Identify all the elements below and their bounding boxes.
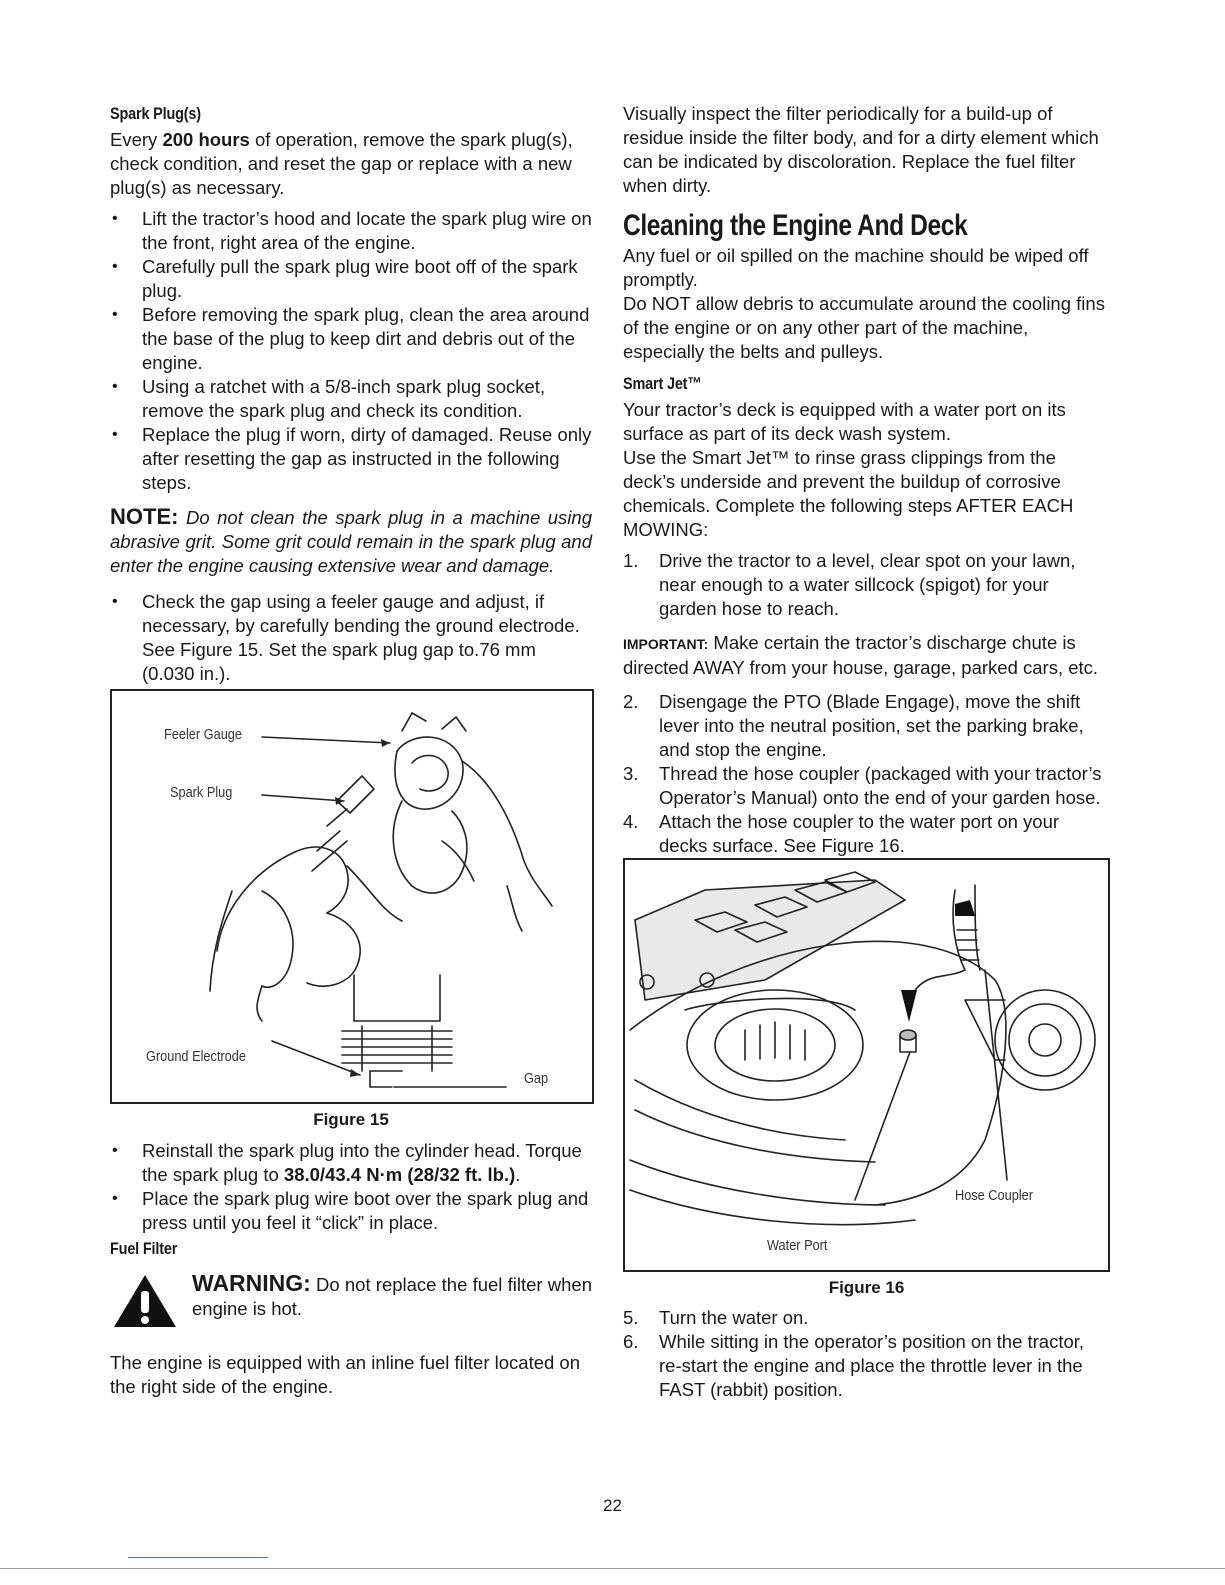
deck-wash-steps-3: [623, 1306, 1110, 1402]
list-item: • Reinstall the spark plug into the cylinder head. Torque the spark plug to 38.0/43.4 N·m (28/32 ft. lb.).: [110, 1139, 592, 1187]
reinstall-steps: [110, 1139, 592, 1235]
spark-plug-steps: [110, 207, 592, 495]
smart-jet-use-text: Use the Smart Jet™ to rinse grass clippings from the deck’s underside and prevent the buildup of corrosive chemicals. Complete the following steps AFTER EACH MOWING:: [623, 447, 1074, 540]
list-item: 2. Disengage the PTO (Blade Engage), move the shift lever into the neutral position, set the parking brake, and stop the engine.: [623, 691, 1084, 760]
list-item: • Place the spark plug wire boot over the spark plug and press until you feel it “click” in place.: [110, 1187, 592, 1235]
page-number: 22: [603, 1496, 622, 1515]
important-label: IMPORTANT:: [623, 636, 709, 652]
interval-hours: 200 hours: [162, 129, 250, 150]
warning-label: WARNING:: [192, 1270, 311, 1296]
left-column: [110, 102, 592, 1399]
hose-coupler-label: Hose Coupler: [955, 1187, 1033, 1204]
list-item: 4. Attach the hose coupler to the water port on your decks surface. See Figure 16.: [623, 811, 1060, 856]
smart-jet-heading: Smart Jet™: [623, 374, 702, 393]
spark-plug-heading: Spark Plug(s): [110, 104, 201, 123]
deck-wash-steps-2: [623, 690, 1110, 858]
spark-plug-intro: Every 200 hours of operation, remove the spark plug(s), check condition, and reset the gap or replace with a new plug(s) as necessary.: [110, 129, 573, 198]
list-item: 5. Turn the water on.: [623, 1307, 809, 1328]
debris-text: Do NOT allow debris to accumulate around the cooling fins of the engine or on any other part of the machine, especially the belts and pulleys.: [623, 293, 1105, 362]
warning-triangle-icon: [110, 1271, 180, 1337]
inspect-filter-text: Visually inspect the filter periodically for a build-up of residue inside the filter body, and for a dirty element which can be indicated by discoloration. Replace the fuel filter when dirty.: [623, 103, 1099, 196]
list-item: 3. Thread the hose coupler (packaged with your tractor’s Operator’s Manual) onto the end of your garden hose.: [623, 763, 1102, 808]
list-item: • Using a ratchet with a 5/8-inch spark plug socket, remove the spark plug and check its condition.: [110, 375, 592, 423]
warning-text: WARNING: Do not replace the fuel filter when engine is hot.: [192, 1270, 592, 1319]
list-item: 1. Drive the tractor to a level, clear spot on your lawn, near enough to a water sillcock (spigot) for your garden hose to reach.: [623, 550, 1076, 619]
fuel-filter-heading: Fuel Filter: [110, 1239, 178, 1258]
list-item: 6. While sitting in the operator’s position on the tractor, re-start the engine and place the throttle lever in the FAST (rabbit) position.: [623, 1331, 1085, 1400]
cleaning-heading: Cleaning the Engine And Deck: [623, 209, 968, 242]
gap-label: Gap: [524, 1070, 549, 1087]
deck-wash-steps-1: [623, 549, 1110, 621]
right-column: [623, 102, 1110, 1402]
list-item: • Replace the plug if worn, dirty of damaged. Reuse only after resetting the gap as instructed in the following steps.: [110, 423, 592, 495]
water-port-label: Water Port: [767, 1237, 828, 1254]
fuel-filter-text: The engine is equipped with an inline fuel filter located on the right side of the engine.: [110, 1352, 581, 1397]
footer-divider: [128, 1557, 268, 1558]
deck-wash-text: Your tractor’s deck is equipped with a water port on its surface as part of its deck wash system.: [623, 399, 1066, 444]
list-item: • Before removing the spark plug, clean the area around the base of the plug to keep dirt and debris out of the engine.: [110, 303, 592, 375]
page-bottom-divider: [0, 1568, 1225, 1569]
figure-15: [110, 689, 594, 1104]
list-item: • Lift the tractor’s hood and locate the spark plug wire on the front, right area of the engine.: [110, 207, 592, 255]
figure-16-caption: Figure 16: [828, 1278, 905, 1297]
warning-block: [110, 1271, 592, 1337]
fuel-oil-text: Any fuel or oil spilled on the machine should be wiped off promptly.: [623, 245, 1089, 290]
figure-15-caption: Figure 15: [313, 1110, 389, 1129]
note-paragraph: NOTE: Do not clean the spark plug in a machine using abrasive grit. Some grit could remain in the spark plug and enter the engine causing extensive wear and damage.: [110, 504, 592, 576]
important-paragraph: IMPORTANT: Make certain the tractor’s discharge chute is directed AWAY from your house, garage, parked cars, etc.: [623, 632, 1099, 678]
spark-plug-label: Spark Plug: [170, 784, 233, 801]
gap-steps: [110, 590, 592, 686]
spark-plug-gap-illustration: [112, 691, 592, 1102]
feeler-gauge-label: Feeler Gauge: [164, 726, 242, 743]
list-item: • Carefully pull the spark plug wire boot off of the spark plug.: [110, 255, 592, 303]
ground-electrode-label: Ground Electrode: [146, 1048, 246, 1065]
note-label: NOTE:: [110, 504, 179, 529]
list-item: • Check the gap using a feeler gauge and adjust, if necessary, by carefully bending the ground electrode. See Figure 15. Set the spark plug gap to.76 mm (0.030 in.).: [110, 590, 592, 686]
deck-water-port-illustration: [625, 860, 1108, 1270]
figure-16: [623, 858, 1110, 1272]
torque-spec: 38.0/43.4 N·m (28/32 ft. lb.): [283, 1164, 516, 1185]
